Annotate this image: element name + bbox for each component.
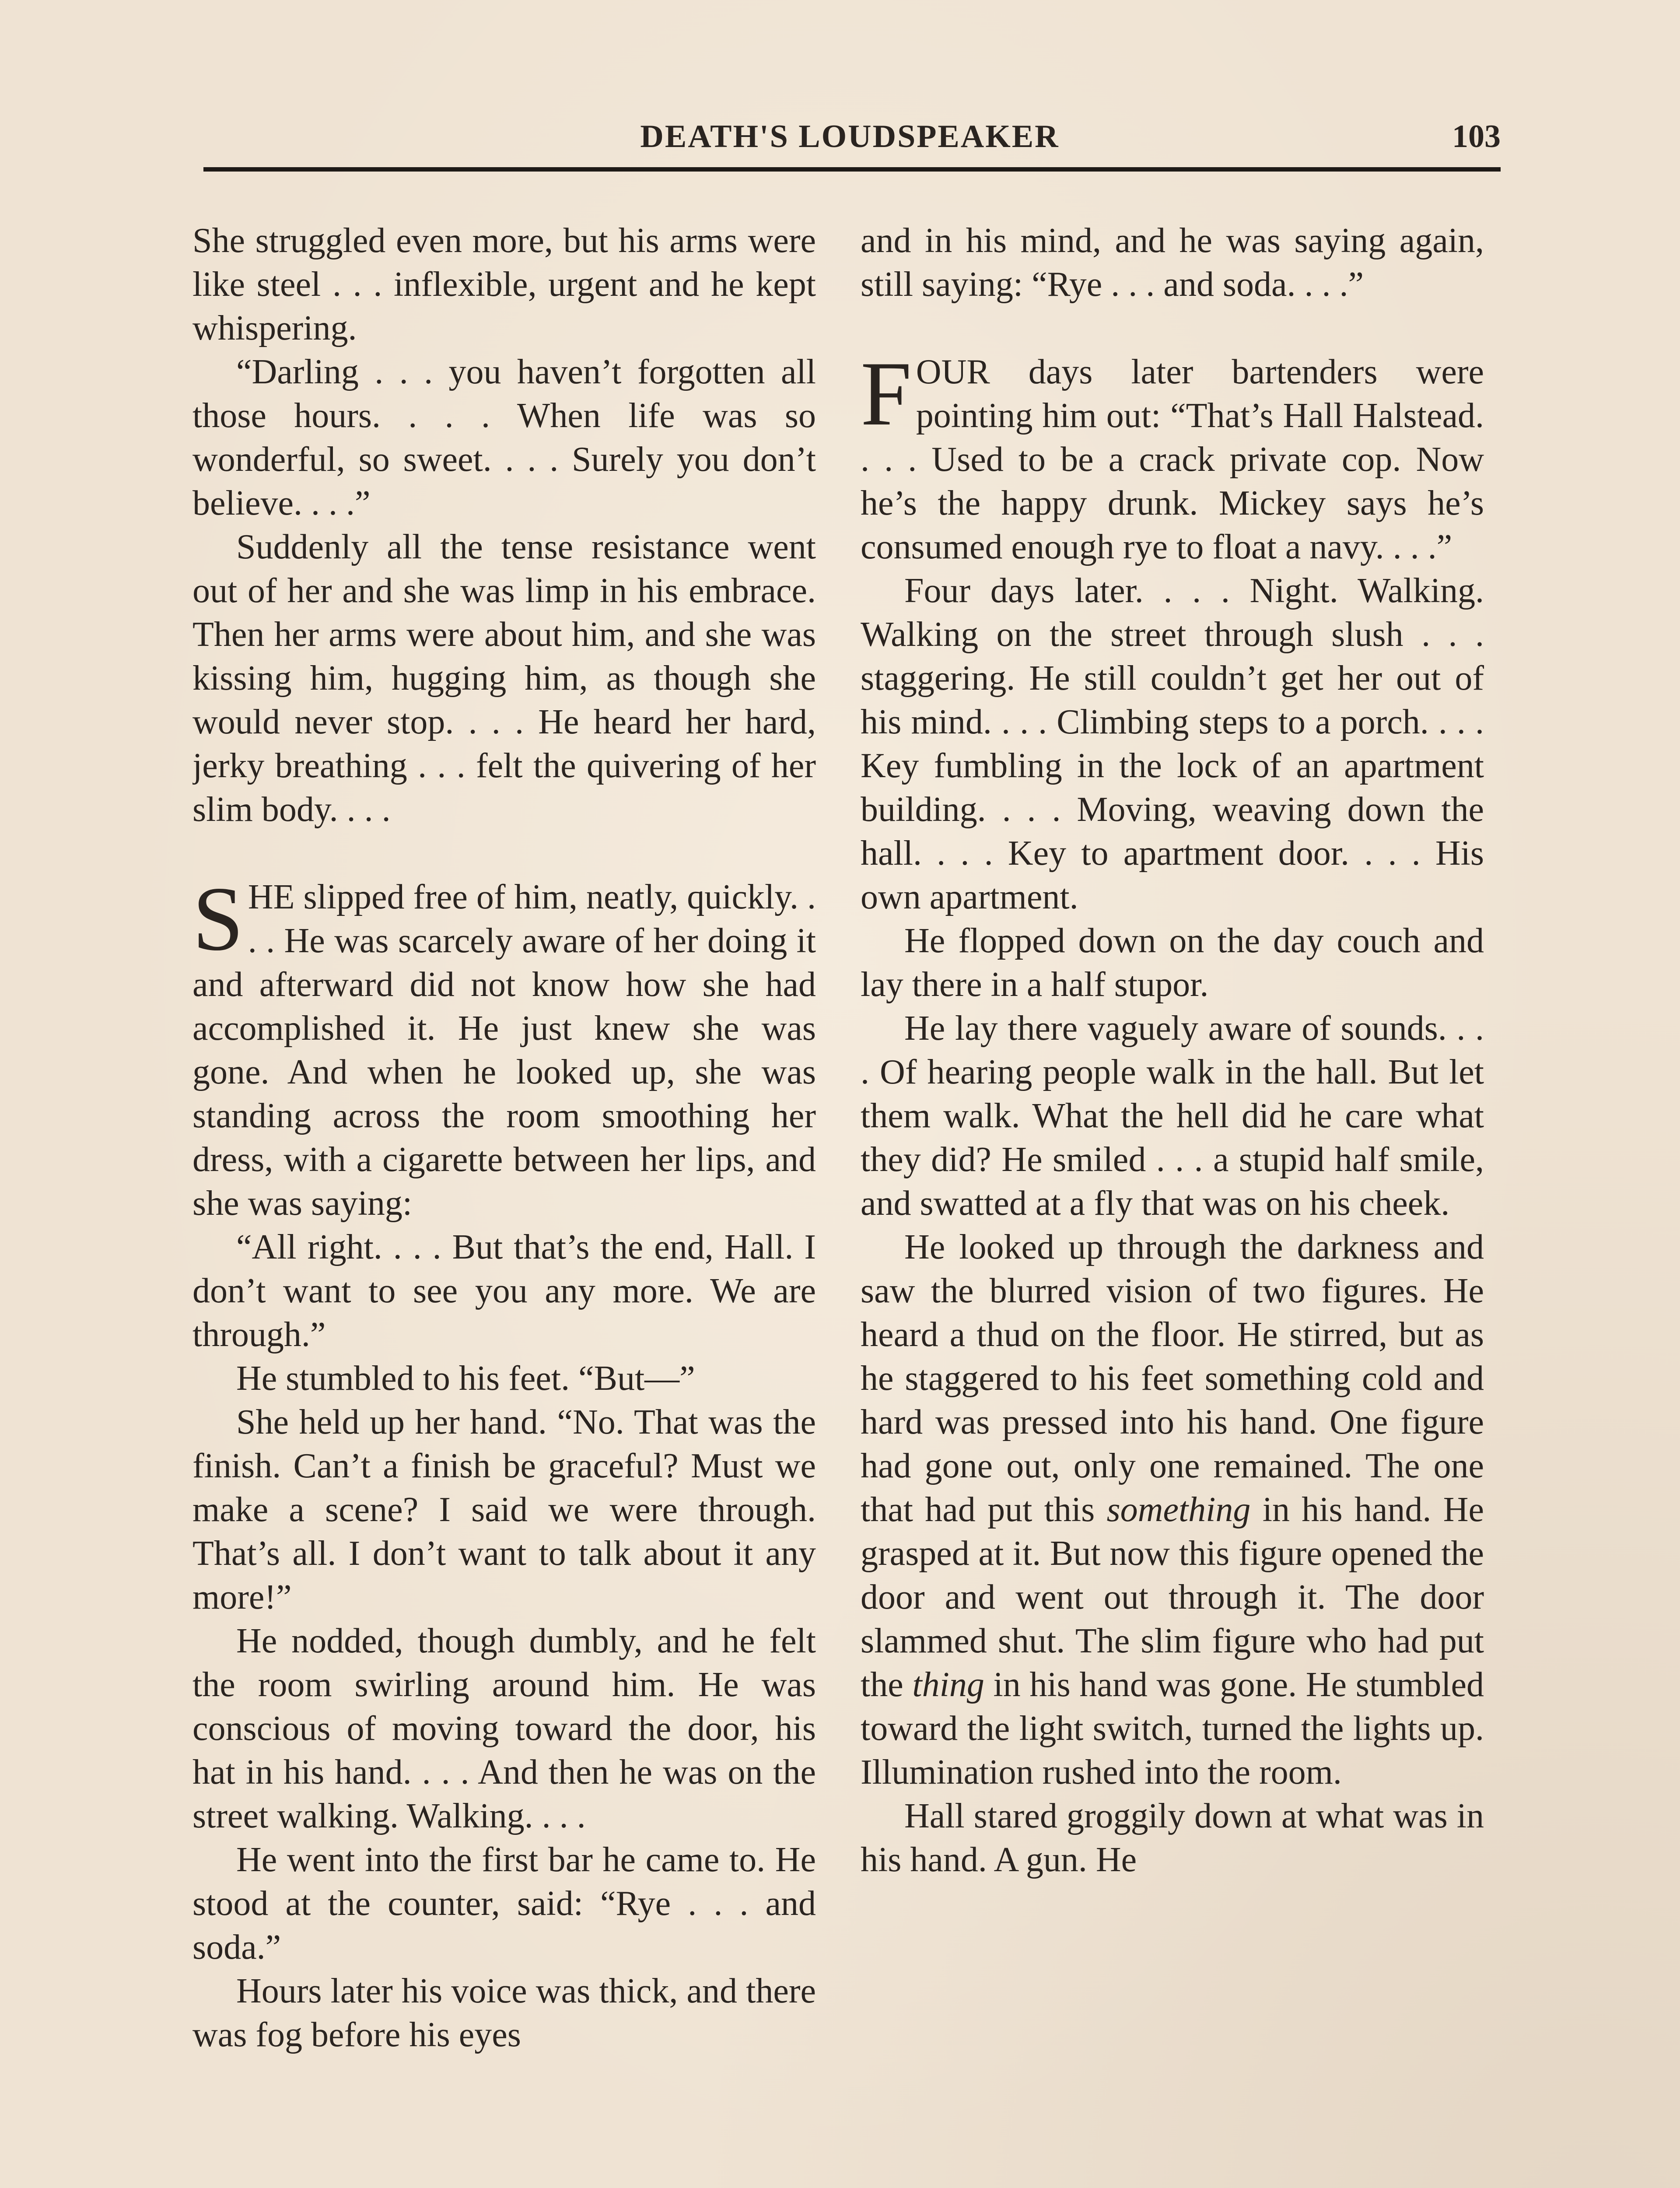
section-paragraph	[861, 343, 1484, 569]
paragraph: “Darling . . . you haven’t forgotten all those hours. . . . When life was so wonderful, so sweet. . . . Surely you don’t believe. . . .”	[192, 353, 816, 522]
paragraph: He went into the first bar he came to. He stood at the counter, said: “Rye . . . and soda.”	[192, 1841, 816, 1967]
paragraph: He flopped down on the day couch and lay there in a half stupor.	[861, 922, 1484, 1004]
paragraph: He stumbled to his feet. “But—”	[236, 1359, 695, 1398]
paragraph-text: in his hand was gone. He stumbled toward the light switch, turned the lights up. Illumination rushed into the room.	[861, 1666, 1484, 1792]
paragraph-text: in his hand. He grasped at it. But now this figure opened the door and went out through it. The door slammed shut. The slim figure who had put the	[861, 1490, 1484, 1704]
left-column	[192, 219, 816, 2188]
paragraph: Four days later. . . . Night. Walking. Walking on the street through slush . . . staggering. He still couldn’t get her out of his mind. . . . Climbing steps to a porch. . . . Key fumbling in the lock of an apartment building. . . . Moving, weaving down the hall. . . . Key to apartment door. . . . His own apartment.	[861, 572, 1484, 916]
running-title: DEATH'S LOUDSPEAKER	[640, 119, 1060, 154]
emphasis: thing	[912, 1666, 984, 1704]
paragraph: She struggled even more, but his arms were like steel . . . inflexible, urgent and he kept whispering.	[192, 221, 816, 347]
paragraph	[861, 1225, 1484, 1794]
paragraph: “All right. . . . But that’s the end, Hall. I don’t want to see you any more. We are through.”	[192, 1228, 816, 1354]
page-header	[199, 118, 1501, 166]
emphasis: something	[1106, 1490, 1251, 1529]
paragraph: He lay there vaguely aware of sounds. . . . Of hearing people walk in the hall. But let them walk. What the hell did he care what they did? He smiled . . . a stupid half smile, and swatted at a fly that was on his cheek.	[861, 1009, 1484, 1223]
right-column	[861, 219, 1484, 2188]
drop-cap: F	[861, 343, 912, 445]
paragraph-text: OUR days later bartenders were pointing him out: “That’s Hall Halstead. . . . Used to be a crack private cop. Now he’s the happy drunk. Mickey says he’s consumed enough rye to float a navy. . . .”	[861, 353, 1484, 566]
paragraph: Hall stared groggily down at what was in his hand. A gun. He	[861, 1797, 1484, 1879]
paragraph-text: He looked up through the darkness and saw the blurred vision of two figures. He heard a thud on the floor. He stirred, but as he staggered to his feet something cold and hard was pressed into his hand. One figure had gone out, only one remained. The one that had put this	[861, 1228, 1484, 1529]
paragraph-text: HE slipped free of him, neatly, quickly. . . . He was scarcely aware of her doing it and afterward did not know how she had accomplished it. He just knew she was gone. And when he looked up, she was standing across the room smoothing her dress, with a cigarette between her lips, and she was saying:	[192, 878, 816, 1223]
paragraph: She held up her hand. “No. That was the finish. Can’t a finish be graceful? Must we make a scene? I said we were through. That’s all. I don’t want to talk about it any more!”	[192, 1403, 816, 1616]
section-paragraph	[192, 868, 816, 1225]
paragraph: and in his mind, and he was saying again, still saying: “Rye . . . and soda. . . .”	[861, 221, 1484, 304]
paragraph: He nodded, though dumbly, and he felt the room swirling around him. He was conscious of moving toward the door, his hat in his hand. . . . And then he was on the street walking. Walking. . . .	[192, 1622, 816, 1835]
header-rule	[203, 167, 1501, 172]
drop-cap: S	[192, 868, 244, 970]
paragraph: Suddenly all the tense resistance went out of her and she was limp in his embrace. Then her arms were about him, and she was kissing him, hugging him, as though she would never stop. . . . He heard her hard, jerky breathing . . . felt the quivering of her slim body. . . .	[192, 528, 816, 829]
page-number: 103	[1452, 119, 1501, 154]
paragraph: Hours later his voice was thick, and there was fog before his eyes	[192, 1972, 816, 2054]
